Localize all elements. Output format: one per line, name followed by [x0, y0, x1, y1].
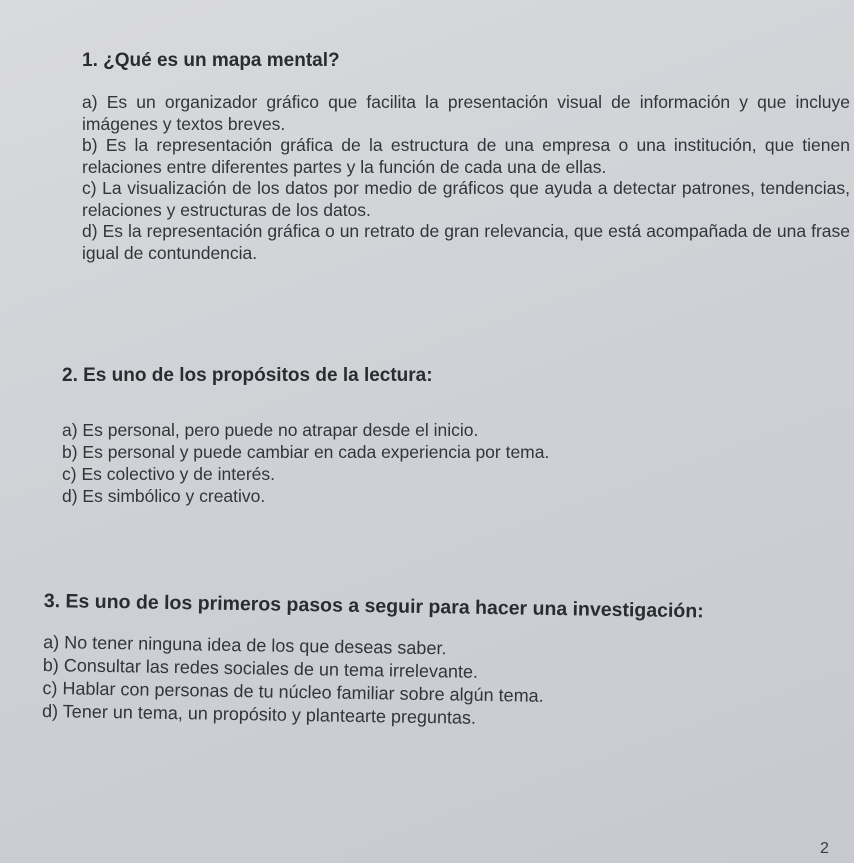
- option-d: d) Es la representación gráfica o un retrato de gran relevancia, que está acompañada de una frase igual de contundencia.: [82, 221, 850, 263]
- option-c: c) Es colectivo y de interés.: [62, 464, 275, 484]
- question-title: 1. ¿Qué es un mapa mental?: [82, 50, 340, 71]
- question-title: 3. Es uno de los primeros pasos a seguir para hacer una investigación:: [43, 590, 704, 623]
- option-b: b) Consultar las redes sociales de un tema irrelevante.: [42, 654, 479, 682]
- question-title: 2. Es uno de los propósitos de la lectura:: [62, 365, 433, 386]
- option-b: b) Es la representación gráfica de la estructura de una empresa o una institución, que tienen relaciones entre diferentes partes y la función de cada una de ellas.: [82, 135, 850, 177]
- option-d: d) Tener un tema, un propósito y plantearte preguntas.: [41, 700, 477, 728]
- question-2: [62, 365, 822, 507]
- question-3: [42, 590, 834, 735]
- option-c: c) La visualización de los datos por medio de gráficos que ayuda a detectar patrones, tendencias, relaciones y estructuras de los datos.: [82, 178, 850, 220]
- option-d: d) Es simbólico y creativo.: [62, 486, 266, 506]
- option-a: a) Es un organizador gráfico que facilita la presentación visual de información y que incluye imágenes y textos breves.: [82, 92, 850, 134]
- option-c: c) Hablar con personas de tu núcleo familiar sobre algún tema.: [42, 677, 544, 706]
- option-a: a) Es personal, pero puede no atrapar desde el inicio.: [62, 420, 479, 440]
- page-number: 2: [820, 840, 829, 857]
- option-a: a) No tener ninguna idea de los que deseas saber.: [43, 631, 447, 659]
- question-1: [82, 50, 850, 264]
- option-b: b) Es personal y puede cambiar en cada experiencia por tema.: [62, 442, 550, 462]
